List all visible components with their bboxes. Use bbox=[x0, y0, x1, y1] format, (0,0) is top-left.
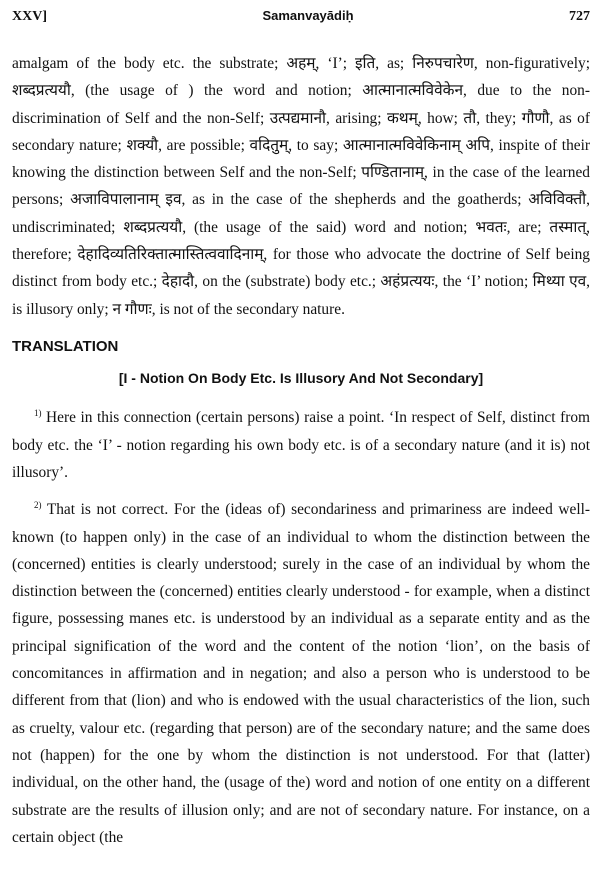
running-head bbox=[12, 8, 590, 30]
paragraph-text: Here in this connection (certain persons) raise a point. ‘In respect of Self, distinct from body etc. the ‘I’ - notion regarding his own body etc. is of a secondary nature (and it is) not illusory’. bbox=[12, 409, 590, 481]
paragraph-marker: 1) bbox=[34, 408, 42, 419]
chapter-marker: XXV] bbox=[12, 9, 47, 24]
section-heading: TRANSLATION bbox=[12, 338, 119, 356]
translation-paragraph-1 bbox=[12, 404, 590, 486]
sub-heading: [I - Notion On Body Etc. Is Illusory And Not Secondary] bbox=[118, 370, 484, 387]
word-meaning-paragraph: amalgam of the body etc. the substrate; अहम्, ‘I’; इति, as; निरुपचारेण, non-figuratively; शब्दप्रत्ययौ, (the usage of ) the word and notion; आत्मानात्मविवेकेन, due to the non-discrimination of Self and the non-Self; उत्पद्यमानौ, arising; कथम्, how; तौ, they; गौणौ, as of secondary nature; शक्यौ, are possible; वदितुम्, to say; आत्मानात्मविवेकिनाम् अपि, inspite of their knowing the distinction between Self and the non-Self; पण्डितानाम्, in the case of the learned persons; अजाविपालानाम् इव, as in the case of the shepherds and the goatherds; अविविक्तौ, undiscriminated; शब्दप्रत्ययौ, (the usage of the said) word and notion; भवतः, are; तस्मात्, therefore; देहादिव्यतिरिक्तात्मास्तित्ववादिनाम्, for those who advocate the doctrine of Self being distinct from body etc.; देहादौ, on the (substrate) body etc.; अहंप्रत्ययः, the ‘I’ notion; मिथ्या एव, is illusory only; न गौणः, is not of the secondary nature. bbox=[12, 55, 590, 318]
running-title: Samanvayādiḥ bbox=[262, 8, 354, 23]
paragraph-marker: 2) bbox=[34, 500, 42, 511]
translation-paragraph-2 bbox=[12, 496, 590, 851]
paragraph-text: That is not correct. For the (ideas of) secondariness and primariness are indeed well-known (to happen only) in the case of an individual to whom the distinction between the (concerned) entities is clearly understood; surely in the case of an individual by whom the distinction between the (concerned) entities clearly understood - for example, when a distinct figure, possessing manes etc. is understood by an individual as a separate entity and as the principal signification of the word and the content of the notion ‘lion’, on the basis of concomitances in affirmation and in negation; and also a person who is understood to be different from that (lion) and who is endowed with the usual characteristics of the lion, such as cruelty, valour etc. (regarding that person) are of the secondary nature; and the same does not (happen) for the one by whom the distinction is not understood. For that (latter) individual, on the other hand, the (usage of the) word and notion of one entity on a different substrate are the results of illusion only; and are not of secondary nature. For instance, on a certain object (the bbox=[12, 501, 590, 846]
page-number: 727 bbox=[568, 9, 590, 24]
